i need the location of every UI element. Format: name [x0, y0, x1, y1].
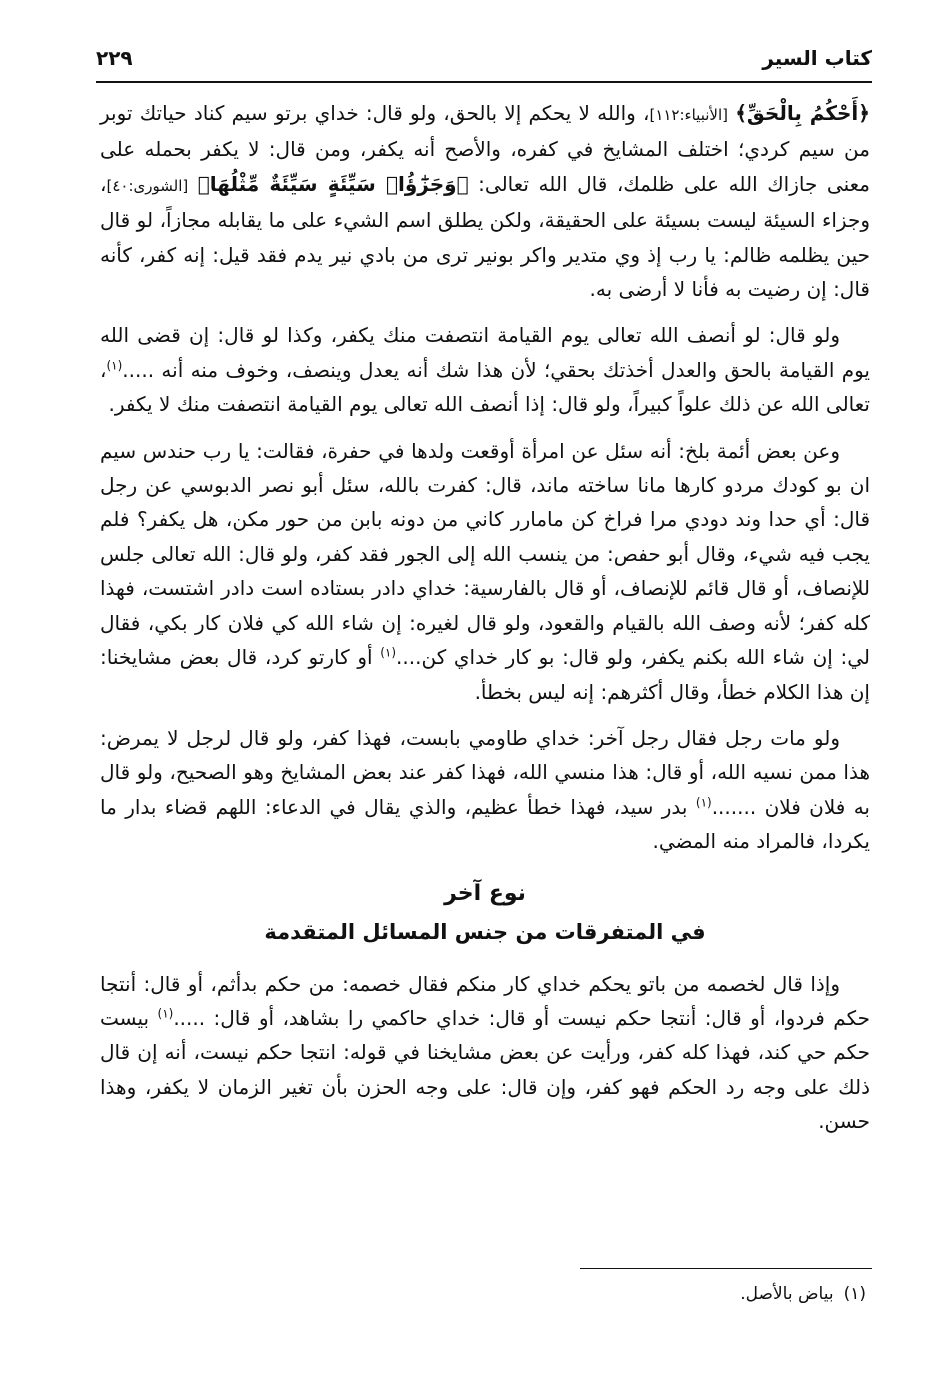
- section-subtitle: في المتفرقات من جنس المسائل المتقدمة: [264, 919, 706, 944]
- paragraph-text: ، وجزاء السيئة ليست بسيئة على الحقيقة، ولكن يطلق اسم الشيء على ما يقابله مجازاً، لو قال حين يظلمه ظالم: يا رب إذ وي متدير واكر بونير ترى من بادي نير يدم فقد قيل: إنه كفر، كأنه قال: إن رضيت به فأنا لا أرضى به.: [100, 171, 870, 302]
- footnote-marker: (١): [157, 1006, 174, 1021]
- paragraph-text: بيست حكم حي كند، فهذا كله كفر، ورأيت عن بعض مشايخنا في قوله: انتجا حكم نيست، أنه إن قال ذلك على وجه رد الحكم فهو كفر، وإن قال: على وجه الحزن بأن تغير الزمان لا يكفر، وهذا حسن.: [100, 1005, 870, 1134]
- paragraph-text: أو كارتو كرد، قال بعض مشايخنا: إن هذا الكلام خطأ، وقال أكثرهم: إنه ليس بخطأ.: [100, 645, 870, 704]
- section-title: نوع آخر: [444, 880, 526, 906]
- footnote-marker: (١): [106, 358, 123, 373]
- quran-quote: ﴿وَجَزَٰٓؤُا۟ سَيِّئَةٍ سَيِّئَةٌ مِّثْلُهَا﴾: [197, 171, 469, 196]
- paragraph-text: وعن بعض أئمة بلخ: أنه سئل عن امرأة أوقعت ولدها في حفرة، فقالت: يا رب حندس سيم ان بو كودك مردو كارها مانا ساخته ماند، قال: كفرت بالله، سئل أبو نصر الدبوسي عن رجل قال: أي حدا وند دودي مرا فراخ كن مامارر كاني من دونه بابن من حور مكن، هل يكفر؟ فلم يجب فيه شيء، وقال أبو حفص: من ينسب الله إلى الجور فقد كفر، ولو قال: الله تعالى جلس للإنصاف، أو قال قائم للإنصاف، أو قال بالفارسية: خداي دادر بستاده است دادر اشتست، فهذا كله كفر؛ لأنه وصف الله بالقيام والقعود، ولو قال لغيره: إن شاء الله كي فلان كار بكي، فقال لي: إن شاء الله بكنم يكفر، ولو قال: بو كار خداي كن....: [100, 438, 871, 670]
- paragraph-text: ولو مات رجل فقال رجل آخر: خداي طاومي بابست، فهذا كفر، ولو قال لرجل لا يمرض: هذا ممن نسيه الله، أو قال: هذا منسي الله، فهذا كفر عند بعض المشايخ وهو الصحيح، ولو قال به فلان فلان .......: [100, 725, 870, 819]
- page-header: [96, 40, 872, 80]
- paragraph-text: ، تعالى الله عن ذلك علواً كبيراً، ولو قال: إذا أنصف الله تعالى يوم القيامة انتصفت منك لا يكفر.: [100, 357, 870, 417]
- footnote-number: (١): [843, 1284, 866, 1304]
- footnote-marker: (١): [380, 645, 397, 660]
- quran-reference: [الأنبياء:١١٢]: [649, 106, 728, 124]
- paragraph-2: [100, 318, 870, 421]
- page-number: ٢٢٩: [96, 46, 133, 70]
- paragraph-text: ولو قال: لو أنصف الله تعالى يوم القيامة انتصفت منك يكفر، وكذا لو قال: إن قضى الله يوم القيامة بالحق والعدل أخذتك بحقي؛ لأن هذا شك أنه يعدل وينصف، وخوف منه أنه .....: [100, 323, 870, 382]
- footnote-marker: (١): [695, 795, 712, 810]
- main-text: [100, 96, 870, 1139]
- paragraph-text: بدر سيد، فهذا خطأ عظيم، والذي يقال في الدعاء: اللهم قضاء بدار ما يكردا، فالمراد منه المضي.: [100, 794, 870, 854]
- footnote-rule: [580, 1268, 872, 1269]
- running-title: كتاب السير: [762, 46, 872, 70]
- paragraph-text: وإذا قال لخصمه من باتو يحكم خداي كار منكم فقال خصمه: من حكم بدأثم، أو قال: أنتجا حكم فردوا، أو قال: أنتجا حكم نيست أو قال: خداي حاكمي را بشاهد، أو قال: .....: [100, 971, 870, 1030]
- paragraph-5: [100, 967, 870, 1139]
- paragraph-4: [100, 721, 870, 859]
- paragraph-1: [100, 96, 870, 306]
- paragraph-3: [100, 434, 870, 709]
- footnote-text: بياض بالأصل.: [740, 1284, 834, 1304]
- header-rule: [96, 81, 872, 83]
- quran-quote: ﴿أَحْكُمُ بِالْحَقِّ﴾: [735, 101, 870, 125]
- paragraph-text: ، والله لا يحكم إلا بالحق، ولو قال: خداي برتو سيم كناد حياتك توبر من سيم كردي؛ اختلف المشايخ في كفره، والأصح أنه يكفر، ومن قال: لا يكفر بحمله على معنى جازاك الله على ظلمك، قال الله تعالى:: [100, 101, 870, 196]
- footnote: [740, 1284, 866, 1304]
- quran-reference: [الشورى:٤٠]: [106, 176, 189, 195]
